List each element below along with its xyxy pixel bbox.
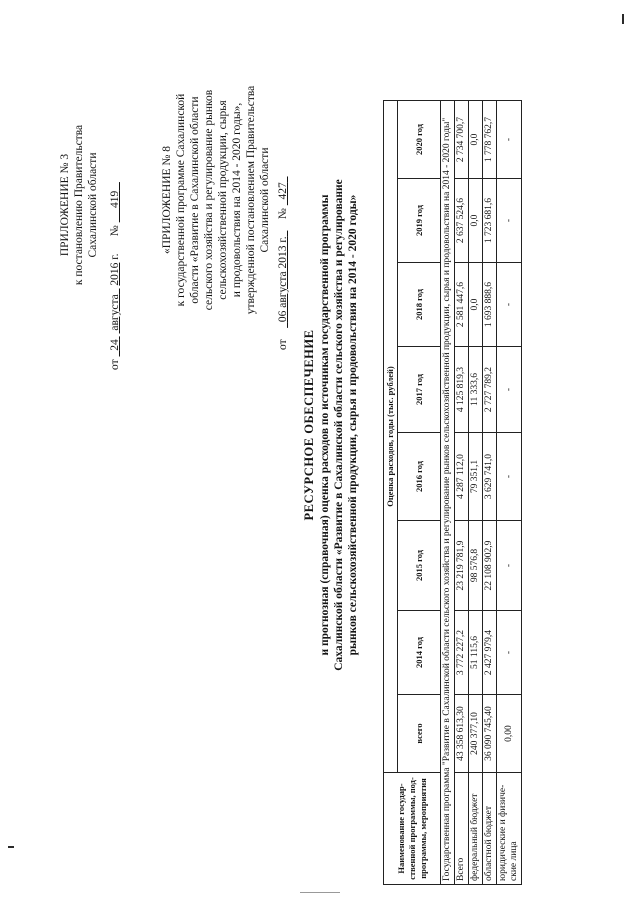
row-name: юридические и физиче-ские лица xyxy=(497,773,522,885)
cell-value: 2 734 700,7 xyxy=(455,101,469,179)
appendix-3-title: ПРИЛОЖЕНИЕ № 3 xyxy=(59,153,71,257)
cell-value: 51 115,6 xyxy=(469,611,483,695)
appendix-8-line: и продовольствия на 2014 - 2020 годы», xyxy=(231,102,243,298)
cell-value: 1 723 681,6 xyxy=(483,179,497,263)
row-name: федеральный бюджет xyxy=(469,773,483,885)
col-header-year: 2014 год xyxy=(398,611,441,695)
document-heading xyxy=(302,85,360,765)
cell-value: 98 576,8 xyxy=(469,521,483,611)
table-row xyxy=(483,101,497,885)
heading-line: и прогнозная (справочная) оценка расходов по источникам государственной программы xyxy=(319,194,331,656)
appendix-3-date-line xyxy=(108,40,122,370)
appendix-3-from-label: от xyxy=(109,359,121,370)
appendix-8-number-label: № xyxy=(277,208,289,220)
row-name: областной бюджет xyxy=(483,773,497,885)
col-header-year: 2015 год xyxy=(398,521,441,611)
appendix-8-line: утвержденной постановлением Правительства xyxy=(245,85,257,315)
appendix-8-number: 427 xyxy=(277,182,289,200)
appendix-8-line: Сахалинской области xyxy=(259,147,271,253)
resource-table xyxy=(383,100,522,885)
appendix-8-block xyxy=(160,50,290,350)
col-header-year: 2017 год xyxy=(398,347,441,433)
appendix-3-number: 419 xyxy=(109,190,121,208)
cell-value: 0,0 xyxy=(469,179,483,263)
program-name-cell: Государственная программа "Развитие в Сахалинской области сельского хозяйства и регулирование рынков сельскохозяйственной продукции, сырья и продовольствия на 2014 - 2020 годы" xyxy=(441,101,455,885)
table-header-row xyxy=(384,101,398,885)
table-header-row xyxy=(398,101,441,885)
appendix-3-date-day: 24 xyxy=(109,339,121,351)
table-row xyxy=(497,101,522,885)
cell-value: - xyxy=(497,179,522,263)
col-header-year: 2019 год xyxy=(398,179,441,263)
cell-value: 2 427 979,4 xyxy=(483,611,497,695)
appendix-3-date-month: августа xyxy=(109,294,121,331)
heading-line: рынков сельскохозяйственной продукции, сырья и продовольствия на 2014 - 2020 годы» xyxy=(347,194,359,656)
col-header-year: 2020 год xyxy=(398,101,441,179)
row-name: Всего xyxy=(455,773,469,885)
col-header-year: 2018 год xyxy=(398,263,441,347)
cell-value: 1 693 888,6 xyxy=(483,263,497,347)
col-header-name: Наименование государ-ственной программы, под-программы, мероприятия xyxy=(384,773,441,885)
cell-value: 23 219 781,9 xyxy=(455,521,469,611)
appendix-8-title: «ПРИЛОЖЕНИЕ № 8 xyxy=(161,146,173,255)
table-row xyxy=(455,101,469,885)
cell-total: 240 377,10 xyxy=(469,695,483,773)
cell-value: - xyxy=(497,101,522,179)
cell-value: 11 333,6 xyxy=(469,347,483,433)
cell-value: 1 778 762,7 xyxy=(483,101,497,179)
cell-total: 0,00 xyxy=(497,695,522,773)
appendix-8-date: 06 августа 2013 г. xyxy=(277,236,289,323)
cell-value: 79 351,1 xyxy=(469,433,483,521)
appendix-3-block xyxy=(58,40,122,370)
appendix-3-year-suffix: г. xyxy=(109,253,121,260)
appendix-8-date-line xyxy=(276,50,290,350)
appendix-8-line: сельского хозяйства и регулирование рынков xyxy=(203,89,215,311)
appendix-3-line2: Сахалинской области xyxy=(87,152,99,258)
heading-line: Сахалинской области «Развитие в Сахалинской области сельского хозяйства и регулирование xyxy=(333,179,345,671)
appendix-8-line: к государственной программе Сахалинской xyxy=(175,93,187,307)
cell-value: 4 287 112,0 xyxy=(455,433,469,521)
cell-total: 43 358 613,30 xyxy=(455,695,469,773)
cell-value: 22 108 902,9 xyxy=(483,521,497,611)
cell-value: - xyxy=(497,611,522,695)
cell-value: 3 629 741,0 xyxy=(483,433,497,521)
cell-value: 0,0 xyxy=(469,101,483,179)
appendix-8-line: сельскохозяйственной продукции, сырья xyxy=(217,100,229,300)
cell-value: - xyxy=(497,521,522,611)
cell-value: 3 772 227,2 xyxy=(455,611,469,695)
appendix-8-from-label: от xyxy=(277,339,289,350)
cell-value: 2 637 524,6 xyxy=(455,179,469,263)
col-header-group: Оценка расходов, годы (тыс. рублей) xyxy=(384,101,398,773)
cell-value: - xyxy=(497,347,522,433)
appendix-8-line: области «Развитие в Сахалинской области xyxy=(189,96,201,304)
cell-value: 0,0 xyxy=(469,263,483,347)
heading-title: РЕСУРСНОЕ ОБЕСПЕЧЕНИЕ xyxy=(302,329,316,521)
cell-value: - xyxy=(497,433,522,521)
table-row xyxy=(441,101,455,885)
cell-total: 36 090 745,40 xyxy=(483,695,497,773)
cell-value: 4 125 819,3 xyxy=(455,347,469,433)
appendix-3-date-year: 2016 xyxy=(109,262,121,286)
cell-value: 2 581 447,6 xyxy=(455,263,469,347)
table-row xyxy=(469,101,483,885)
appendix-3-line1: к постановлению Правительства xyxy=(73,124,85,286)
col-header-year: 2016 год xyxy=(398,433,441,521)
cell-value: - xyxy=(497,263,522,347)
col-header-total: всего xyxy=(398,695,441,773)
appendix-3-number-label: № xyxy=(109,225,121,237)
cell-value: 2 727 789,2 xyxy=(483,347,497,433)
